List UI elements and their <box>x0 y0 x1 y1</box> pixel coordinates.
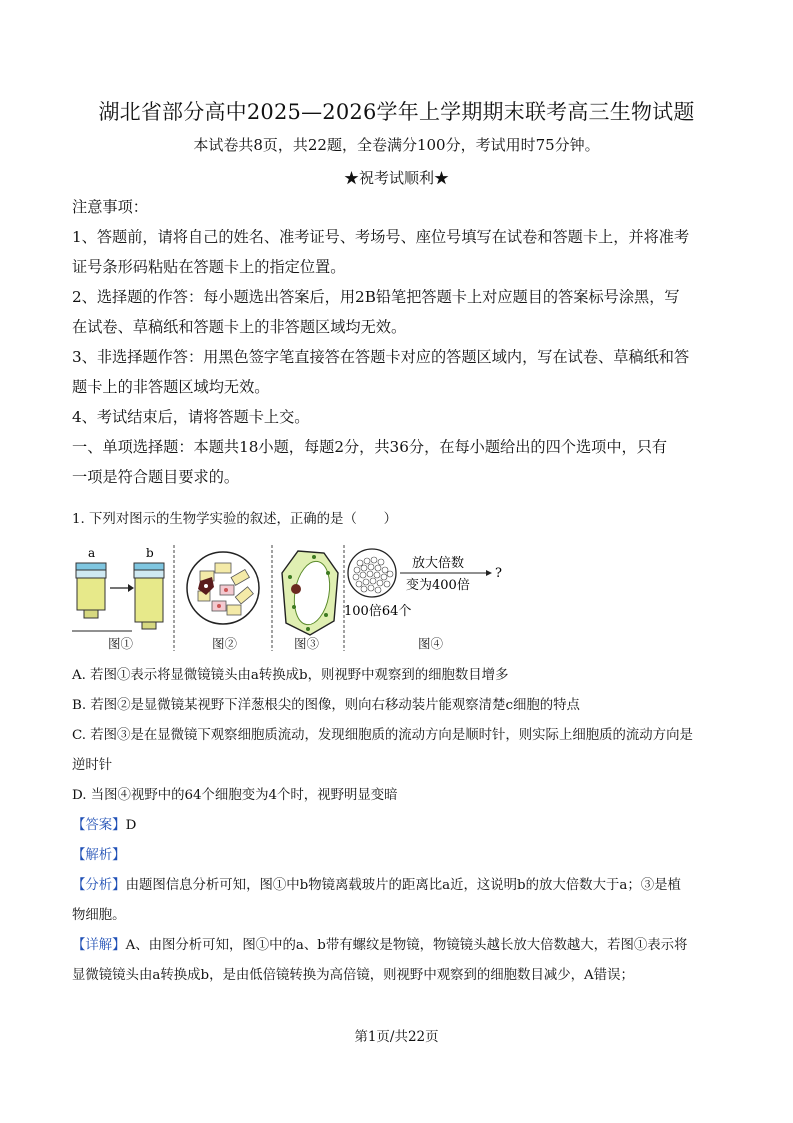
question-1-stem: 1. 下列对图示的生物学实验的叙述，正确的是（ ） <box>72 512 398 527</box>
fenxi-line-2: 物细胞。 <box>72 908 126 923</box>
option-b: B. 若图②是显微镜某视野下洋葱根尖的图像，则向右移动装片能观察清楚c细胞的特点 <box>72 698 580 713</box>
xiangjie-tag: 【详解】 <box>72 938 126 953</box>
fenxi-tag: 【分析】 <box>72 878 126 893</box>
notice-heading: 注意事项： <box>72 198 148 216</box>
good-luck-line: ★祝考试顺利★ <box>343 169 449 187</box>
exam-info: 本试卷共8页，共22题，全卷满分100分，考试用时75分钟。 <box>193 136 600 154</box>
notice-line: 在试卷、草稿纸和答题卡上的非答题区域均无效。 <box>72 318 407 336</box>
label-a: a <box>88 546 96 560</box>
notice-line: 1、答题前，请将自己的姓名、准考证号、考场号、座位号填写在试卷和答题卡上，并将准考 <box>72 228 690 246</box>
cell-field-icon <box>348 549 396 597</box>
page-footer: 第1页/共22页 <box>354 1029 439 1045</box>
fig4-label-2: 变为400倍 <box>406 578 470 593</box>
xiangjie-line-2: 显微镜镜头由a转换成b，是由低倍镜转换为高倍镜，则视野中观察到的细胞数目减少，A错误； <box>72 968 634 983</box>
analysis-tag: 【解析】 <box>72 848 126 863</box>
fig4-label-1: 放大倍数 <box>412 556 465 571</box>
option-c: C. 若图③是在显微镜下观察细胞质流动，发现细胞质的流动方向是顺时针，则实际上细胞质的流动方向是 <box>72 728 693 743</box>
answer-tag: 【答案】 <box>72 818 126 833</box>
option-c-continued: 逆时针 <box>72 758 113 773</box>
question-1-figure <box>72 543 502 653</box>
answer-value: D <box>125 818 137 833</box>
notice-line: 2、选择题的作答：每小题选出答案后，用2B铅笔把答题卡上对应题目的答案标号涂黑，写 <box>72 288 680 306</box>
fenxi-text: 由题图信息分析可知，图①中b物镜离载玻片的距离比a近，这说明b的放大倍数大于a；③是植 <box>125 878 681 893</box>
option-a: A. 若图①表示将显微镜镜头由a转换成b，则视野中观察到的细胞数目增多 <box>72 668 509 683</box>
plant-cell-icon <box>282 551 338 635</box>
figure-caption-3: 图③ <box>294 636 320 651</box>
section-heading: 一项是符合题目要求的。 <box>72 468 240 486</box>
label-b: b <box>146 546 154 560</box>
fig4-question-mark: ? <box>495 566 502 581</box>
notice-line: 3、非选择题作答：用黑色签字笔直接答在答题卡对应的答题区域内，写在试卷、草稿纸和答 <box>72 348 690 366</box>
section-heading: 一、单项选择题：本题共18小题，每题2分，共36分，在每小题给出的四个选项中，只有 <box>72 438 668 456</box>
root-tip-cells-icon <box>187 552 259 624</box>
question-1-body <box>72 661 722 991</box>
figure-caption-2: 图② <box>212 636 238 651</box>
analysis-heading <box>72 841 722 871</box>
objective-a-icon <box>76 563 106 618</box>
fig4-label-3: 100倍64个 <box>344 604 412 619</box>
answer-line <box>72 811 722 841</box>
objective-b-icon <box>134 563 164 629</box>
xiangjie-text: A、由图分析可知，图①中的a、b带有螺纹是物镜，物镜镜头越长放大倍数越大，若图①表示将 <box>125 938 688 953</box>
figure-caption-4: 图④ <box>418 636 444 651</box>
notice-line: 题卡上的非答题区域均无效。 <box>72 378 270 396</box>
figure-caption-1: 图① <box>108 636 134 651</box>
option-d: D. 当图④视野中的64个细胞变为4个时，视野明显变暗 <box>72 788 398 803</box>
page-title: 湖北省部分高中2025—2026学年上学期期末联考高三生物试题 <box>98 100 695 124</box>
notice-line: 4、考试结束后，请将答题卡上交。 <box>72 408 310 426</box>
fenxi-line <box>72 871 722 901</box>
xiangjie-line <box>72 931 722 961</box>
notice-line: 证号条形码粘贴在答题卡上的指定位置。 <box>72 258 346 276</box>
notice-section <box>72 192 722 492</box>
question-stem <box>72 505 722 535</box>
